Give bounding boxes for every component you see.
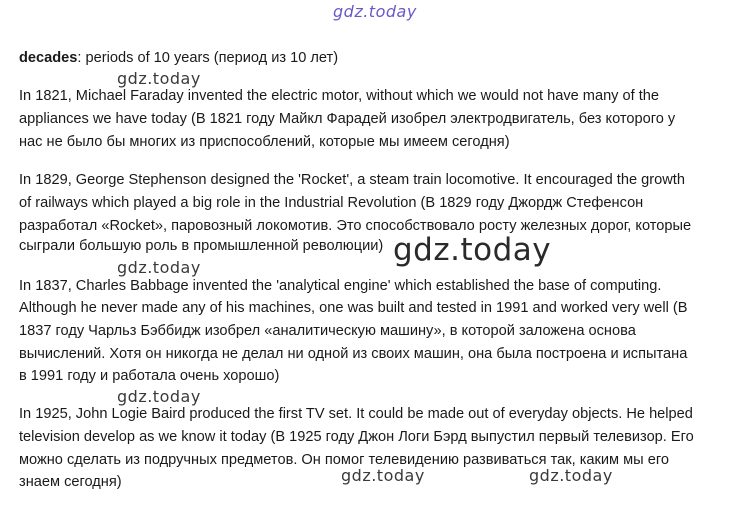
definition-text: : periods of 10 years (период из 10 лет) (77, 50, 339, 66)
watermark-5: gdz.today (529, 466, 613, 485)
watermark-3: gdz.today (117, 387, 201, 406)
text-line: вычислений. Хотя он никогда не делал ни одной из своих машин, она была построена и испытана (19, 346, 688, 362)
watermark-large: gdz.today (393, 232, 552, 268)
watermark-1: gdz.today (117, 69, 201, 88)
definition-term: decades (19, 50, 78, 66)
text-line: In 1821, Michael Faraday invented the electric motor, without which we would not have many of the (19, 88, 660, 104)
text-line: Although he never made any of his machines, one was built and tested in 1991 and worked very well (В (19, 300, 688, 316)
text-line: знаем сегодня) (19, 474, 122, 490)
text-line: In 1925, John Logie Baird produced the first TV set. It could be made out of everyday objects. He helped (19, 406, 693, 422)
text-line: сыграли большую роль в промышленной революции) (19, 238, 384, 254)
text-line: можно сделать из подручных предметов. Он помог телевидению развиваться так, каким мы его (19, 452, 669, 468)
watermark-top: gdz.today (333, 2, 417, 21)
text-line: 1837 году Чарльз Бэббидж изобрел «аналитическую машину», в которой заложена основа (19, 323, 636, 339)
text-line: In 1837, Charles Babbage invented the 'analytical engine' which established the base of computing. (19, 278, 662, 294)
definition-line (19, 48, 338, 68)
watermark-4: gdz.today (341, 466, 425, 485)
text-line: In 1829, George Stephenson designed the 'Rocket', a steam train locomotive. It encouraged the growth (19, 172, 685, 188)
text-line: of railways which played a big role in the Industrial Revolution (В 1829 году Джордж Стефенсон (19, 195, 644, 211)
text-line: appliances we have today (В 1821 году Майкл Фарадей изобрел электродвигатель, без которого у (19, 111, 676, 127)
text-line: разработал «Rocket», паровозный локомотив. Это способствовало росту железных дорог, которые (19, 218, 692, 234)
text-line: нас не было бы многих из приспособлений, которые мы имеем сегодня) (19, 134, 510, 150)
text-line: в 1991 году и работала очень хорошо) (19, 368, 280, 384)
watermark-2: gdz.today (117, 258, 201, 277)
text-line: television develop as we know it today (В 1925 году Джон Логи Бэрд выпустил первый телевизор. Его (19, 429, 694, 445)
